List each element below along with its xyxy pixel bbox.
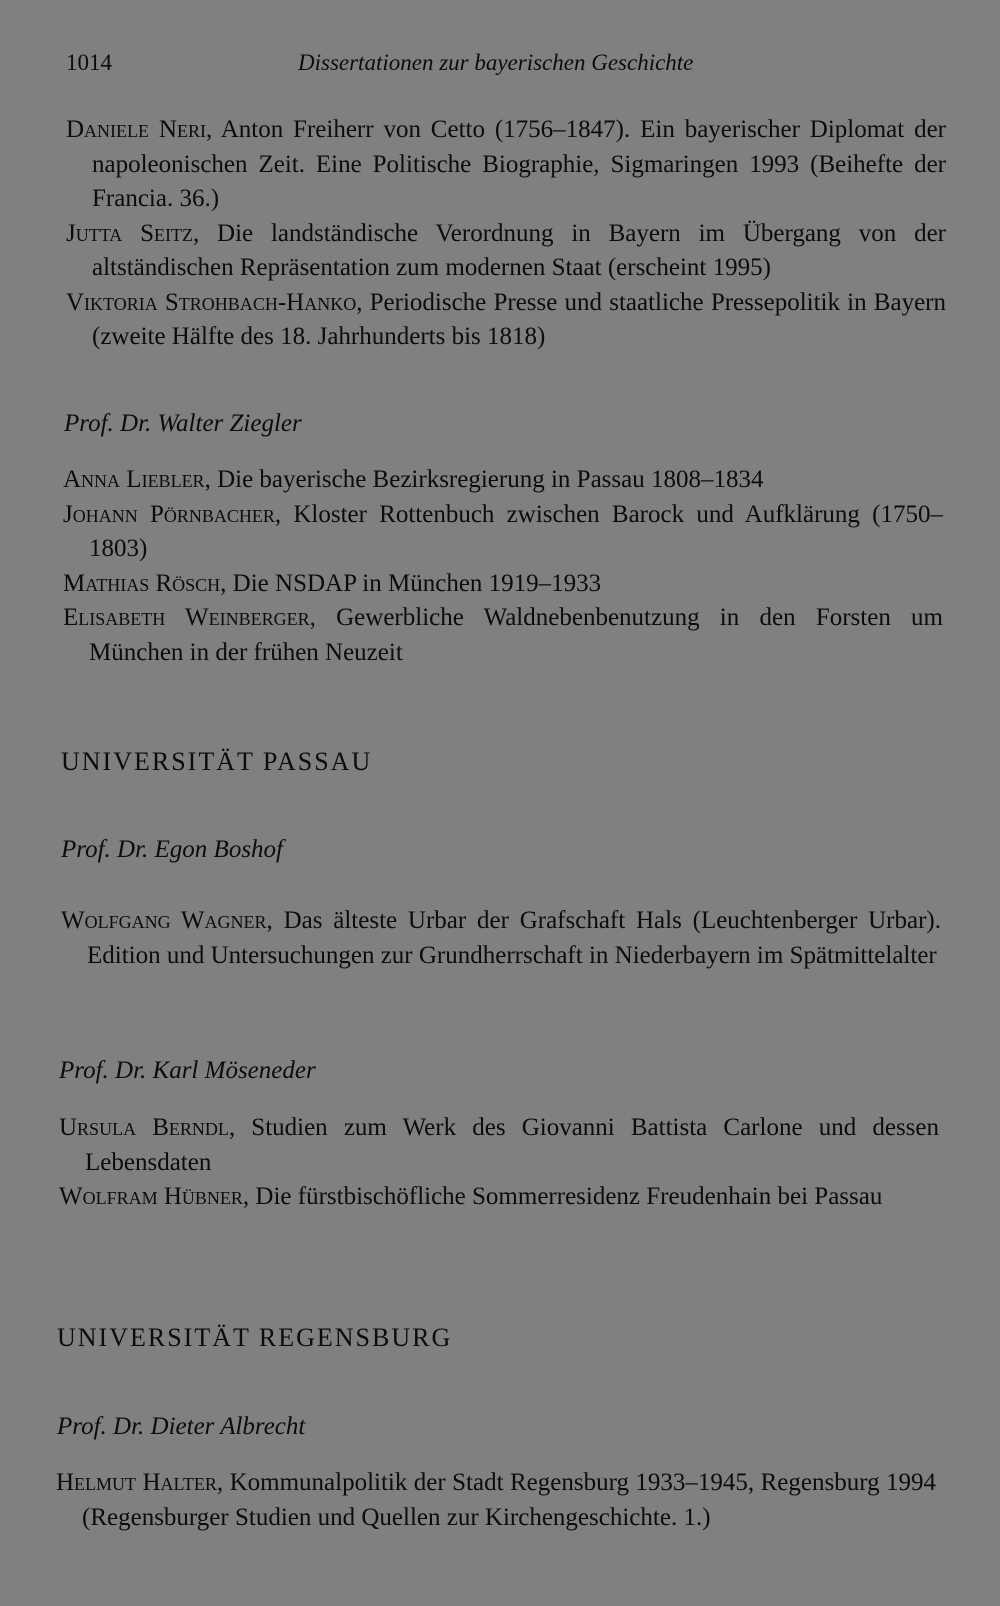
university-heading-regensburg xyxy=(57,1323,937,1353)
entry-author: Wolfgang Wagner, xyxy=(61,907,273,934)
university-name: UNIVERSITÄT REGENSBURG xyxy=(57,1323,453,1352)
entry-title: Gewerbliche Waldnebenbenutzung in den Forsten um München in der frühen Neuzeit xyxy=(89,604,943,666)
entry-group-moeseneder xyxy=(59,1111,939,1215)
dissertation-entry xyxy=(63,567,943,602)
entry-title: Anton Freiherr von Cetto (1756–1847). Ein bayerischer Diplomat der napoleonischen Zeit. Eine Politische Biographie, Sigmaringen 1993 (Beihefte der Francia. 36.) xyxy=(92,116,946,212)
supervisor-name: Prof. Dr. Karl Möseneder xyxy=(59,1057,316,1084)
supervisor-heading-moeseneder xyxy=(59,1057,939,1085)
entry-group-boshof xyxy=(61,904,941,973)
university-heading-passau xyxy=(61,747,941,777)
entry-group-albrecht xyxy=(56,1466,936,1535)
entry-group-ziegler xyxy=(63,463,943,670)
dissertation-entry xyxy=(59,1180,939,1215)
supervisor-heading-ziegler xyxy=(64,410,944,438)
supervisor-name: Prof. Dr. Dieter Albrecht xyxy=(57,1413,306,1440)
dissertation-entry xyxy=(66,286,946,355)
entry-title: Die landständische Verordnung in Bayern im Übergang von der altständischen Repräsentation zum modernen Staat (erscheint 1995) xyxy=(92,219,946,281)
entry-author: Jutta Seitz, xyxy=(66,219,200,247)
entry-author: Elisabeth Weinberger, xyxy=(63,604,316,631)
entry-author: Daniele Neri, xyxy=(66,116,213,143)
supervisor-heading-albrecht xyxy=(57,1413,937,1441)
dissertation-entry xyxy=(66,217,946,286)
entry-title: Kloster Rottenbuch zwischen Barock und Aufklärung (1750–1803) xyxy=(89,500,943,562)
entry-author: Helmut Halter, xyxy=(56,1469,224,1496)
entry-title: Periodische Presse und staatliche Pressepolitik in Bayern (zweite Hälfte des 18. Jahrhunderts bis 1818) xyxy=(92,288,946,350)
entry-author: Wolfram Hübner, xyxy=(59,1183,250,1210)
entry-title: Die fürstbischöfliche Sommerresidenz Freudenhain bei Passau xyxy=(249,1183,883,1210)
page-header xyxy=(66,46,946,80)
dissertation-entry xyxy=(66,113,946,217)
entry-group-bonn-continued xyxy=(66,113,946,355)
entry-title: Die NSDAP in München 1919–1933 xyxy=(226,569,602,597)
dissertation-entry xyxy=(63,498,943,567)
entry-author: Mathias Rösch, xyxy=(63,569,227,597)
page-number: 1014 xyxy=(66,50,112,75)
entry-title: Die bayerische Bezirksregierung in Passau 1808–1834 xyxy=(210,466,764,493)
dissertation-entry xyxy=(63,601,943,670)
dissertation-entry xyxy=(59,1111,939,1180)
supervisor-name: Prof. Dr. Egon Boshof xyxy=(61,836,283,863)
dissertation-entry xyxy=(63,463,943,498)
entry-author: Johann Pörnbacher, xyxy=(63,500,282,528)
dissertation-entry xyxy=(56,1466,936,1535)
dissertation-entry xyxy=(61,904,941,973)
entry-title: Kommunalpolitik der Stadt Regensburg 1933–1945, Regensburg 1994 (Regensburger Studien und Quellen zur Kirchengeschichte. 1.) xyxy=(82,1469,937,1531)
entry-title: Studien zum Werk des Giovanni Battista Carlone und dessen Lebensdaten xyxy=(85,1114,939,1176)
entry-author: Anna Liebler, xyxy=(63,466,211,493)
entry-author: Ursula Berndl, xyxy=(59,1114,236,1141)
entry-author: Viktoria Strohbach-Hanko, xyxy=(66,288,363,316)
entry-title: Das älteste Urbar der Grafschaft Hals (Leuchtenberger Urbar). Edition und Untersuchungen zur Grundherrschaft in Niederbayern im Spätmittelalter xyxy=(87,907,942,969)
university-name: UNIVERSITÄT PASSAU xyxy=(61,747,373,776)
supervisor-name: Prof. Dr. Walter Ziegler xyxy=(64,410,302,437)
running-title: Dissertationen zur bayerischen Geschichte xyxy=(298,50,694,75)
supervisor-heading-boshof xyxy=(61,836,941,864)
